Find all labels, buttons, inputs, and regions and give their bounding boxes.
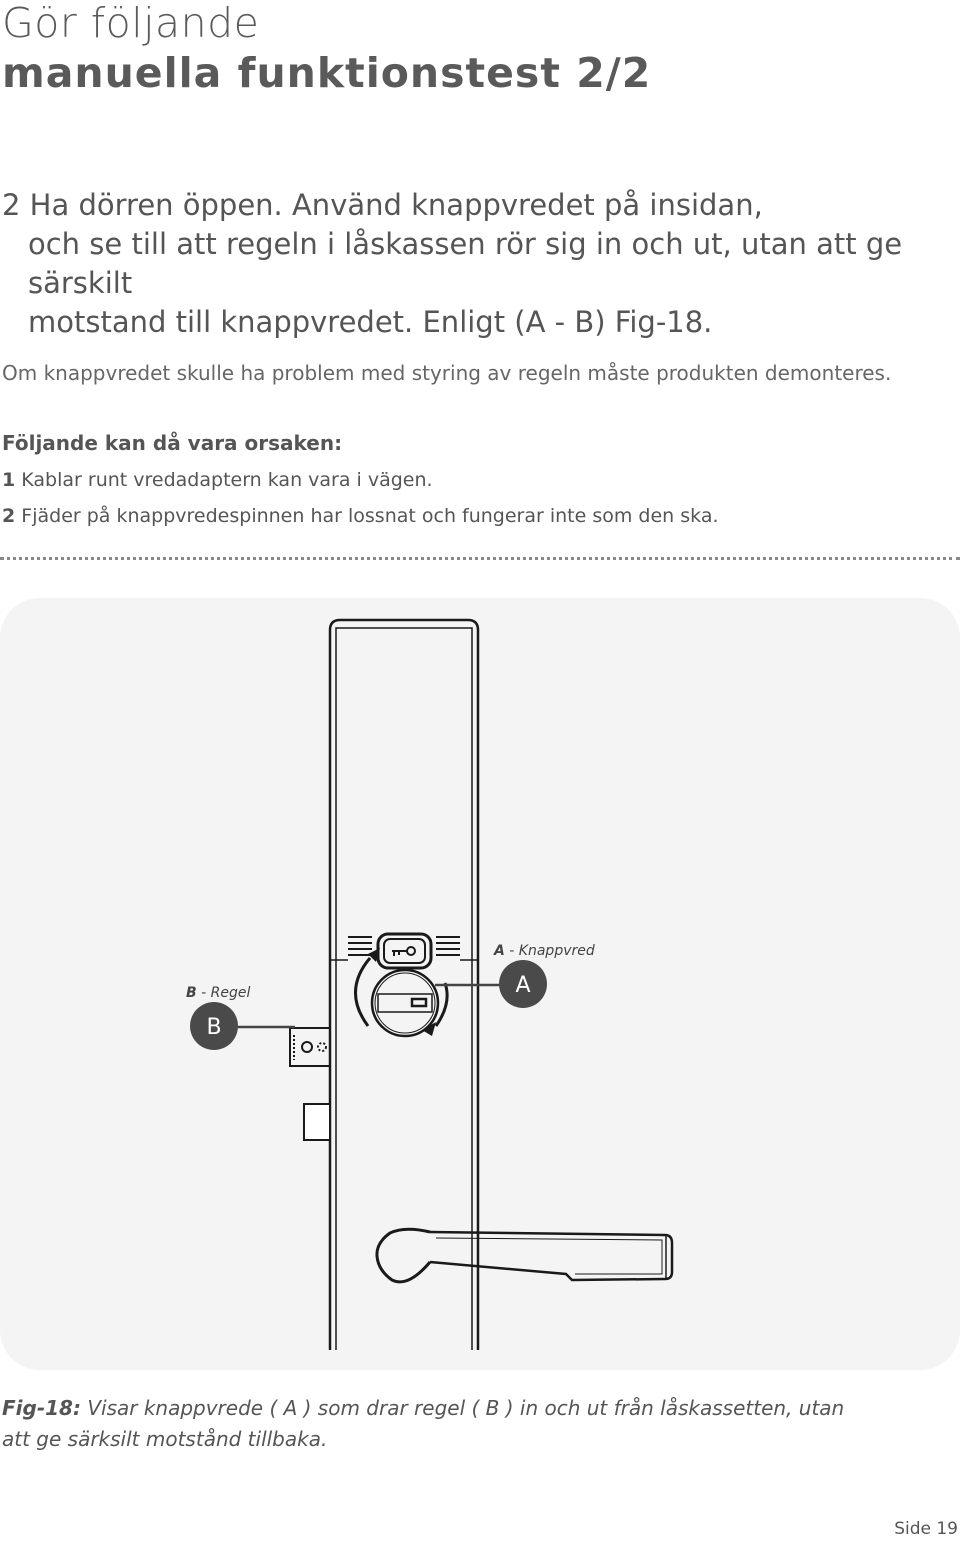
cause-number: 2 <box>2 505 16 527</box>
lock-illustration <box>0 598 960 1370</box>
page-number: Side 19 <box>894 1519 958 1539</box>
troubleshoot-note: Om knappvredet skulle ha problem med styring av regeln måste produkten demonteres. <box>2 361 892 385</box>
label-a <box>493 943 595 959</box>
figure-caption <box>2 1393 862 1455</box>
step-2-line1: 2 Ha dörren öppen. Använd knappvredet på insidan, <box>2 188 763 222</box>
caption-text: Visar knappvrede ( A ) som drar regel ( B ) in och ut från låskassetten, utan att ge särksilt motstånd tillbaka. <box>2 1396 845 1451</box>
marker-a-letter: A <box>515 973 531 998</box>
cause-item-2 <box>2 505 719 527</box>
vent-lines-right <box>436 937 460 955</box>
cause-text: Fjäder på knappvredespinnen har lossnat och fungerar inte som den ska. <box>21 505 719 527</box>
cause-number: 1 <box>2 469 16 491</box>
step-2-text <box>2 186 952 342</box>
dotted-divider <box>0 557 960 560</box>
door-handle <box>377 1229 672 1282</box>
label-b <box>186 985 250 1001</box>
label-a-text: - Knappvred <box>504 943 595 959</box>
vent-lines-left <box>348 937 372 955</box>
thumb-turn <box>372 970 438 1036</box>
page-title-line2: manuella funktionstest 2/2 <box>2 49 652 97</box>
label-a-letter: A <box>494 943 505 959</box>
latch-bolt <box>290 1028 330 1066</box>
step-2-line3: motstand till knappvredet. Enligt (A - B) Fig-18. <box>28 305 713 339</box>
deadbolt <box>304 1104 330 1140</box>
cause-item-1 <box>2 469 433 491</box>
cause-text: Kablar runt vredadaptern kan vara i vägen. <box>21 469 433 491</box>
key-icon <box>378 934 431 968</box>
causes-heading: Följande kan då vara orsaken: <box>2 431 343 455</box>
marker-b-letter: B <box>206 1015 222 1040</box>
page-title-line1: Gör följande <box>2 0 260 47</box>
label-b-letter: B <box>186 985 197 1001</box>
label-b-text: - Regel <box>196 985 251 1001</box>
step-2-line2: och se till att regeln i låskassen rör sig in och ut, utan att ge särskilt <box>28 227 903 300</box>
caption-label: Fig-18: <box>2 1396 81 1420</box>
